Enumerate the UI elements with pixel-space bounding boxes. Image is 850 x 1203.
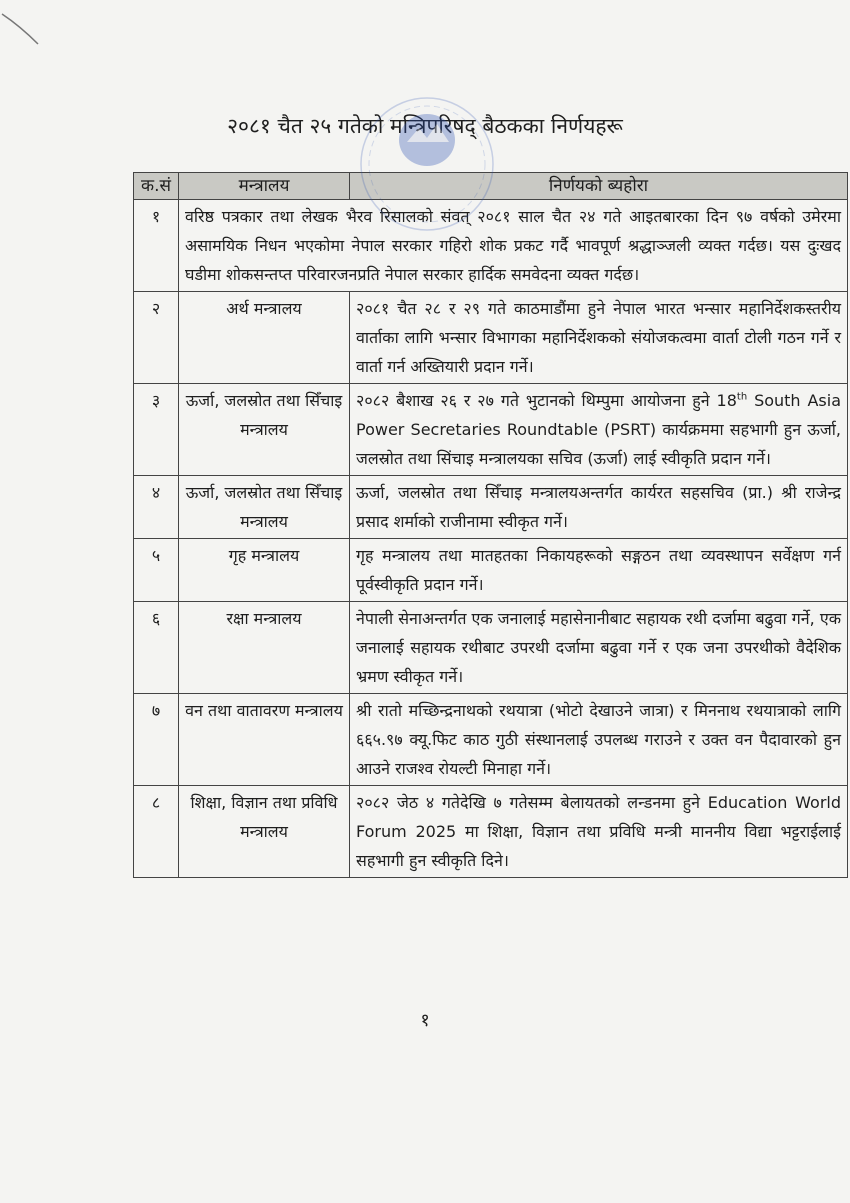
table-row xyxy=(134,200,848,292)
page-title: २०८१ चैत २५ गतेको मन्त्रिपरिषद् बैठकका निर्णयहरू xyxy=(227,114,623,138)
row-decision: ऊर्जा, जलस्रोत तथा सिँचाइ मन्त्रालयअन्तर्गत कार्यरत सहसचिव (प्रा.) श्री राजेन्द्र प्रसाद शर्माको राजीनामा स्वीकृत गर्ने। xyxy=(350,476,848,539)
row-ministry: अर्थ मन्त्रालय xyxy=(179,292,350,384)
row-decision: नेपाली सेनाअन्तर्गत एक जनालाई महासेनानीबाट सहायक रथी दर्जामा बढुवा गर्ने, एक जनालाई सहायक रथीबाट उपरथी दर्जामा बढुवा गर्ने र एक जना उपरथीको वैदेशिक भ्रमण स्वीकृत गर्ने। xyxy=(350,602,848,694)
header-decision: निर्णयको ब्यहोरा xyxy=(350,173,848,200)
row-sn: ५ xyxy=(134,539,179,602)
row-decision: वरिष्ठ पत्रकार तथा लेखक भैरव रिसालको संवत् २०८१ साल चैत २४ गते आइतबारका दिन ९७ वर्षको उमेरमा असामयिक निधन भएकोमा नेपाल सरकार गहिरो शोक प्रकट गर्दै भावपूर्ण श्रद्धाञ्जली व्यक्त गर्दछ। यस दुःखद घडीमा शोकसन्तप्त परिवारजनप्रति नेपाल सरकार हार्दिक समवेदना व्यक्त गर्दछ। xyxy=(179,200,848,292)
row-sn: ३ xyxy=(134,384,179,476)
row-ministry: ऊर्जा, जलस्रोत तथा सिँचाइ मन्त्रालय xyxy=(179,476,350,539)
header-sn: क.सं xyxy=(134,173,179,200)
row-ministry: रक्षा मन्त्रालय xyxy=(179,602,350,694)
row-sn: ७ xyxy=(134,694,179,786)
table-row xyxy=(134,292,848,384)
table-row xyxy=(134,539,848,602)
row-sn: ६ xyxy=(134,602,179,694)
row-decision: गृह मन्त्रालय तथा मातहतका निकायहरूको सङ्गठन तथा व्यवस्थापन सर्वेक्षण गर्न पूर्वस्वीकृति प्रदान गर्ने। xyxy=(350,539,848,602)
row-sn: १ xyxy=(134,200,179,292)
row-ministry: ऊर्जा, जलस्रोत तथा सिँचाइ मन्त्रालय xyxy=(179,384,350,476)
table-row xyxy=(134,786,848,878)
row-ministry: शिक्षा, विज्ञान तथा प्रविधि मन्त्रालय xyxy=(179,786,350,878)
row-ministry: वन तथा वातावरण मन्त्रालय xyxy=(179,694,350,786)
row-decision: २०८१ चैत २८ र २९ गते काठमाडौंमा हुने नेपाल भारत भन्सार महानिर्देशकस्तरीय वार्ताका लागि भन्सार विभागका महानिर्देशकको संयोजकत्वमा वार्ता टोली गठन गर्ने र वार्ता गर्न अख्तियारी प्रदान गर्ने। xyxy=(350,292,848,384)
row-sn: २ xyxy=(134,292,179,384)
row-ministry: गृह मन्त्रालय xyxy=(179,539,350,602)
table-row xyxy=(134,602,848,694)
table-row xyxy=(134,384,848,476)
ordinal-suffix: th xyxy=(736,391,748,403)
row-decision: श्री रातो मच्छिन्द्रनाथको रथयात्रा (भोटो देखाउने जात्रा) र मिननाथ रथयात्राको लागि ६६५.९७ क्यू.फिट काठ गुठी संस्थानलाई उपलब्ध गराउने र उक्त वन पैदावारको हुन आउने राजश्व रोयल्टी मिनाहा गर्ने। xyxy=(350,694,848,786)
decision-text-end: South Asia Power Secretaries Roundtable (PSRT) कार्यक्रममा सहभागी हुन ऊर्जा, जलस्रोत तथा सिंचाइ मन्त्रालयका सचिव (ऊर्जा) लाई स्वीकृति प्रदान गर्ने। xyxy=(356,391,841,468)
table-header-row xyxy=(134,173,848,200)
row-decision: २०८२ जेठ ४ गतेदेखि ७ गतेसम्म बेलायतको लन्डनमा हुने Education World Forum 2025 मा शिक्षा, विज्ञान तथा प्रविधि मन्त्री माननीय विद्या भट्टराईलाई सहभागी हुन स्वीकृति दिने। xyxy=(350,786,848,878)
row-sn: ४ xyxy=(134,476,179,539)
header-ministry: मन्त्रालय xyxy=(179,173,350,200)
row-decision xyxy=(350,384,848,476)
row-sn: ८ xyxy=(134,786,179,878)
decision-text-start: २०८२ बैशाख २६ र २७ गते भुटानको थिम्पुमा आयोजना हुने 18 xyxy=(356,391,737,410)
table-row xyxy=(134,694,848,786)
decisions-table xyxy=(133,172,848,878)
page-number: १ xyxy=(420,1010,430,1031)
table-row xyxy=(134,476,848,539)
